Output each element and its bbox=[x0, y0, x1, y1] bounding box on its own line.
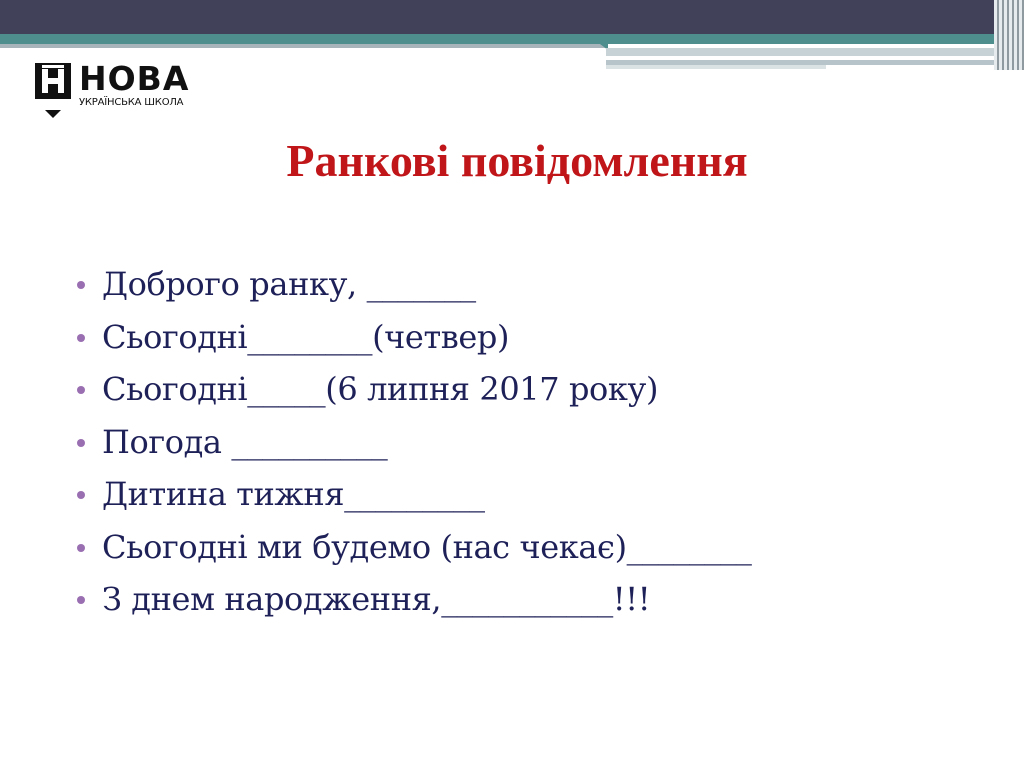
bullet-text: З днем народження,___________!!! bbox=[102, 580, 651, 618]
header-shadow-band bbox=[606, 65, 826, 69]
bullet-item-greeting bbox=[70, 258, 751, 311]
bullet-icon bbox=[77, 491, 85, 499]
bullet-text: Сьогодні_____(6 липня 2017 року) bbox=[102, 370, 659, 408]
bullet-item-weekday bbox=[70, 311, 751, 364]
slide-title: Ранкові повідомлення bbox=[286, 135, 748, 186]
logo-mark-icon bbox=[35, 63, 71, 99]
nova-ukrainska-shkola-logo bbox=[35, 59, 205, 123]
bullet-item-date bbox=[70, 363, 751, 416]
header-light-band bbox=[606, 48, 1000, 56]
header-grey-band bbox=[0, 44, 606, 48]
bullet-item-birthday bbox=[70, 573, 751, 626]
bullet-icon bbox=[77, 334, 85, 342]
bullet-text: Погода __________ bbox=[102, 422, 388, 461]
bullet-icon bbox=[77, 281, 85, 289]
bullet-item-child-of-week bbox=[70, 468, 751, 521]
logo-subtitle: УКРАЇНСЬКА ШКОЛА bbox=[79, 97, 184, 108]
bullet-text: Сьогодні ми будемо (нас чекає)________ bbox=[102, 527, 752, 566]
bullet-text: Доброго ранку, _______ bbox=[102, 265, 476, 303]
bullet-text: Сьогодні________(четвер) bbox=[102, 317, 510, 356]
bullet-item-today-plan bbox=[70, 521, 751, 574]
logo-wordmark: НОВА bbox=[79, 59, 190, 98]
logo-arrow-icon bbox=[45, 110, 61, 118]
bullet-icon bbox=[77, 386, 85, 394]
header-teal-band bbox=[0, 34, 1024, 44]
header-dark-band bbox=[0, 0, 1024, 34]
bullet-text: Дитина тижня_________ bbox=[102, 475, 485, 513]
header-stripes bbox=[994, 0, 1024, 70]
bullet-list bbox=[70, 258, 751, 626]
bullet-icon bbox=[77, 596, 85, 604]
bullet-icon bbox=[77, 544, 85, 552]
bullet-icon bbox=[77, 439, 85, 447]
bullet-item-weather bbox=[70, 416, 751, 469]
